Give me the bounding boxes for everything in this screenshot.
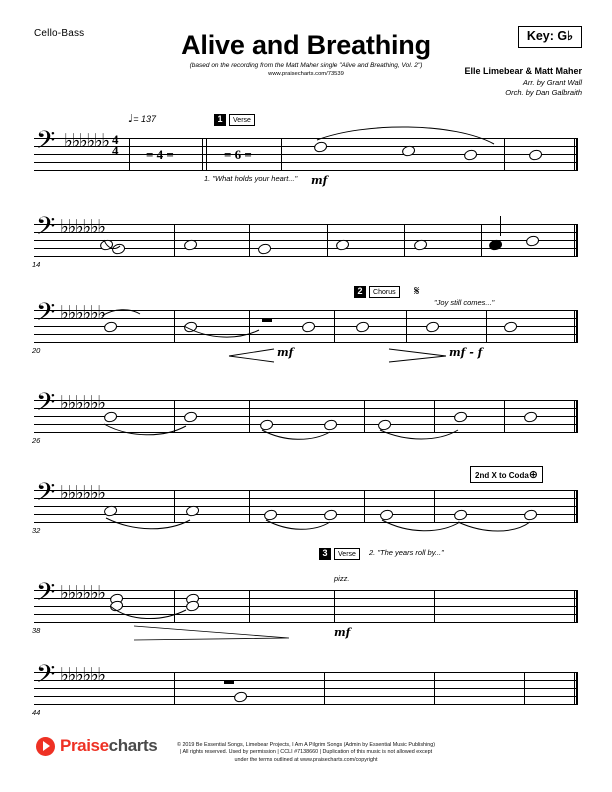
- note-head: [453, 508, 468, 521]
- dynamic-marking: mf - f: [449, 346, 483, 359]
- key-signature: ♭♭♭♭♭♭: [60, 392, 105, 414]
- segno-icon: 𝄋: [414, 284, 420, 299]
- subtitle-recording: (based on the recording from the Matt Maher single "Alive and Breathing, Vol. 2"): [189, 62, 423, 69]
- copyright-line-1: © 2019 Be Essential Songs, Limebear Projects, I Am A Pilgrim Songs (Admin by Essential Music Publishing): [176, 741, 436, 748]
- rehearsal-mark-3: [319, 548, 360, 560]
- lyric-line: "Joy still comes...": [434, 298, 495, 307]
- note-head: [183, 320, 198, 333]
- note-head: [263, 508, 278, 521]
- bass-clef-icon: 𝄢: [36, 212, 56, 247]
- key-signature: ♭♭♭♭♭♭: [60, 664, 105, 686]
- note-head: [463, 148, 478, 161]
- hairpin-overlay: [34, 344, 578, 366]
- note-head: [425, 320, 440, 333]
- coda-instruction: [470, 466, 543, 483]
- coda-icon: ⊕: [528, 468, 538, 481]
- note-head: [523, 508, 538, 521]
- copyright-line-2: | All rights reserved. Used by permission | CCLI #7138660 | Duplication of this music is not allowed except: [179, 749, 433, 755]
- tempo-value: = 137: [133, 114, 156, 124]
- key-signature: ♭♭♭♭♭♭: [60, 482, 105, 504]
- rehearsal-number: 1: [214, 114, 226, 126]
- note-head: [301, 320, 316, 333]
- bass-clef-icon: 𝄢: [36, 578, 56, 613]
- note-head: [183, 410, 198, 423]
- note-head: [313, 140, 328, 153]
- music-system-2: [32, 212, 578, 269]
- page-title: Alive and Breathing: [181, 30, 431, 60]
- music-system-7: [32, 660, 578, 717]
- whole-rest: [224, 680, 234, 684]
- measure-number: 38: [32, 626, 41, 635]
- note-head: [453, 410, 468, 423]
- coda-text: 2nd X to Coda: [475, 471, 529, 480]
- key-signature: ♭♭♭♭♭♭: [60, 216, 105, 238]
- logo-praise: Praise: [60, 736, 109, 755]
- note-head: [377, 418, 392, 431]
- note-head: [257, 242, 272, 255]
- lyric-line: 1. "What holds your heart...": [204, 174, 298, 183]
- dynamic-marking: mf: [334, 626, 351, 639]
- rehearsal-label: Verse: [229, 114, 255, 126]
- half-rest: [262, 318, 272, 322]
- measure-number: 26: [32, 436, 41, 445]
- measure-number: 32: [32, 526, 41, 535]
- part-name: Cello-Bass: [34, 28, 85, 39]
- rehearsal-label: Chorus: [369, 286, 400, 298]
- staff: [34, 126, 578, 170]
- note-head: [103, 410, 118, 423]
- key-signature: ♭♭♭♭♭♭: [60, 302, 105, 324]
- note-head: [379, 508, 394, 521]
- music-system-5: [32, 468, 578, 535]
- note-head: [355, 320, 370, 333]
- authors: Elle Limebear & Matt Maher: [464, 66, 582, 76]
- dynamic-marking: mf: [277, 346, 294, 359]
- hairpin-overlay: [34, 622, 578, 646]
- orchestrator-credit: Orch. by Dan Galbraith: [505, 88, 582, 97]
- measure-number: 20: [32, 346, 41, 355]
- lyric-line: 2. "The years roll by...": [369, 548, 444, 557]
- note-head: [323, 508, 338, 521]
- measure-number: 14: [32, 260, 41, 269]
- bass-clef-icon: 𝄢: [36, 298, 56, 333]
- dynamic-marking: mf: [311, 174, 328, 187]
- bass-clef-icon: 𝄢: [36, 126, 56, 161]
- bass-clef-icon: 𝄢: [36, 478, 56, 513]
- music-system-3: [32, 284, 578, 359]
- note-head: [525, 234, 540, 247]
- key-signature: ♭♭♭♭♭♭: [64, 130, 109, 152]
- copyright-line-3: under the terms outlined at www.praisecharts.com/copyright: [234, 756, 378, 763]
- technique-marking: pizz.: [334, 574, 350, 583]
- arranger-credit: Arr. by Grant Wall: [522, 78, 582, 87]
- bass-clef-icon: 𝄢: [36, 388, 56, 423]
- rehearsal-number: 3: [319, 548, 331, 560]
- note-head: [103, 320, 118, 333]
- subtitle-url: www.praisecharts.com/73539: [268, 71, 344, 77]
- note-head: [233, 690, 248, 703]
- staff: [34, 212, 578, 256]
- tempo-note-icon: ♩: [128, 112, 134, 125]
- key-signature: ♭♭♭♭♭♭: [60, 582, 105, 604]
- rehearsal-label: Verse: [334, 548, 360, 560]
- note-head: [503, 320, 518, 333]
- staff: [34, 478, 578, 522]
- rehearsal-mark-1: [214, 114, 255, 126]
- copyright-block: [0, 742, 612, 765]
- note-head: [523, 410, 538, 423]
- time-signature: 4 4: [112, 132, 119, 158]
- note-head: [528, 148, 543, 161]
- music-system-6: [32, 548, 578, 639]
- tempo-marking: [128, 112, 156, 125]
- staff: [34, 660, 578, 704]
- multirest-6: = 6 =: [224, 147, 252, 162]
- note-head: [323, 418, 338, 431]
- logo-charts: charts: [108, 736, 158, 755]
- measure-number: 44: [32, 708, 41, 717]
- rehearsal-mark-2: [354, 286, 400, 298]
- bass-clef-icon: 𝄢: [36, 660, 56, 695]
- rehearsal-number: 2: [354, 286, 366, 298]
- note-head: [259, 418, 274, 431]
- multirest-4: = 4 =: [146, 147, 174, 162]
- music-system-4: [32, 388, 578, 445]
- key-badge: Key: G♭: [518, 26, 582, 48]
- staff: [34, 388, 578, 432]
